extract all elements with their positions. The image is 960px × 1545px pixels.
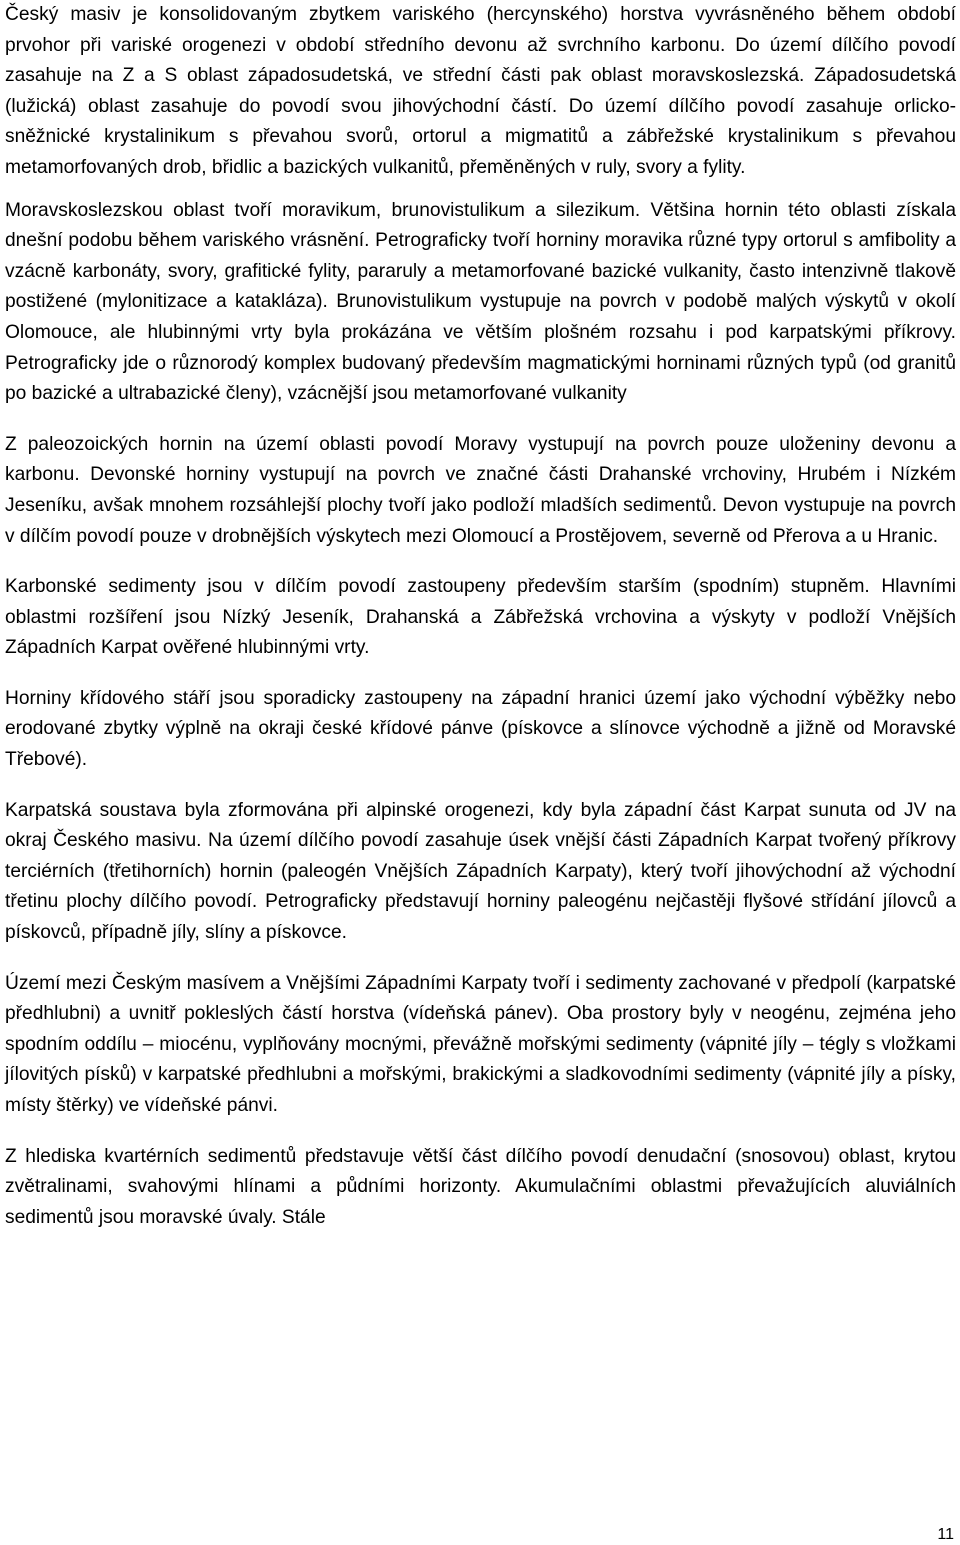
- paragraph-karbonske-sedimenty: Karbonské sedimenty jsou v dílčím povodí zastoupeny především starším (spodním) stupněm. Hlavními oblastmi rozšíření jsou Nízký Jeseník, Drahanská a Zábřežská vrchovina a výskyty v podloží Vnějších Západních Karpat ověřené hlubinnými vrty.: [5, 576, 956, 659]
- paragraph-cesky-masiv: Český masiv je konsolidovaným zbytkem variského (hercynského) horstva vyvrásněného během období prvohor při variské orogenezi v období středního devonu až svrchního karbonu. Do území dílčího povodí zasahuje na Z a S oblast západosudetská, ve střední části pak oblast moravskoslezská. Západosudetská (lužická) oblast zasahuje do povodí svou jihovýchodní částí. Do území dílčího povodí zasahuje orlicko-sněžnické krystalinikum s převahou svorů, ortorul a migmatitů a zábřežské krystalinikum s převahou metamorfovaných drob, břidlic a bazických vulkanitů, přeměněných v ruly, svory a fylity.: [5, 4, 956, 178]
- page-number: 11: [937, 1526, 954, 1543]
- paragraph-kridove-horniny: Horniny křídového stáří jsou sporadicky zastoupeny na západní hranici území jako východní výběžky nebo erodované zbytky výplně na okraji české křídové pánve (pískovce a slínovce východně a jižně od Moravské Třebové).: [5, 687, 956, 771]
- paragraph-karpatska-soustava: Karpatská soustava byla zformována při alpinské orogenezi, kdy byla západní část Karpat sunuta od JV na okraj Českého masivu. Na území dílčího povodí zasahuje úsek vnější části Západních Karpat tvořený příkrovy terciérních (třetihorních) hornin (paleogén Vnějších Západních Karpaty), který tvoří jihovýchodní až východní třetinu plochy dílčího povodí. Petrograficky představují horniny paleogénu nejčastěji flyšové střídání jílovců a pískovců, případně jíly, slíny a pískovce.: [5, 799, 956, 944]
- paragraph-moravskoslezska-oblast: Moravskoslezskou oblast tvoří moravikum, brunovistulikum a silezikum. Většina hornin této oblasti získala dnešní podobu během variského vrásnění. Petrograficky tvoří horniny moravika různé typy ortorul s amfibolity a vzácně karbonáty, svory, grafitické fylity, pararuly a metamorfované bazické vulkanity, často intenzivně tlakově postižené (mylonitizace a katakláza). Brunovistulikum vystupuje na povrch v podobě malých výskytů v okolí Olomouce, ale hlubinnými vrty byla prokázána ve větším plošném rozsahu i pod karpatskými příkrovy. Petrograficky jde o různorodý komplex budovaný především magmatickými horninami různých typů (od granitů po bazické a ultrabazické členy), vzácnější jsou metamorfované vulkanity: [5, 199, 956, 405]
- paragraph-neogen-sedimenty: Území mezi Českým masívem a Vnějšími Západními Karpaty tvoří i sedimenty zachované v předpolí (karpatské předhlubni) a uvnitř pokleslých částí horstva (vídeňská pánev). Oba prostory byly v neogénu, zejména jeho spodním oddílu – miocénu, vyplňovány mocnými, převážně mořskými sedimenty (vápnité jíly – tégly s vložkami jílovitých písků) v karpatské předhlubni a mořskými, brakickými a sladkovodními sedimenty (vápnité jíly a písky, místy štěrky) ve vídeňské pánvi.: [5, 972, 956, 1116]
- paragraph-paleozoicke-horniny: Z paleozoických hornin na území oblasti povodí Moravy vystupují na povrch pouze uloženiny devonu a karbonu. Devonské horniny vystupují na povrch ve značné části Drahanské vrchoviny, Hrubém i Nízkém Jeseníku, avšak mnohem rozsáhlejší plochy tvoří jako podloží mladších sedimentů. Devon vystupuje na povrch v dílčím povodí pouze v drobnějších výskytech mezi Olomoucí a Prostějovem, severně od Přerova a u Hranic.: [5, 433, 956, 547]
- document-page: [5, 0, 956, 1233]
- paragraph-kvarterni-sedimenty: Z hlediska kvartérních sedimentů představuje větší část dílčího povodí denudační (snosovou) oblast, krytou zvětralinami, svahovými hlínami a půdními horizonty. Akumulačními oblastmi převažujících aluviálních sedimentů jsou moravské úvaly. Stále: [5, 1145, 956, 1228]
